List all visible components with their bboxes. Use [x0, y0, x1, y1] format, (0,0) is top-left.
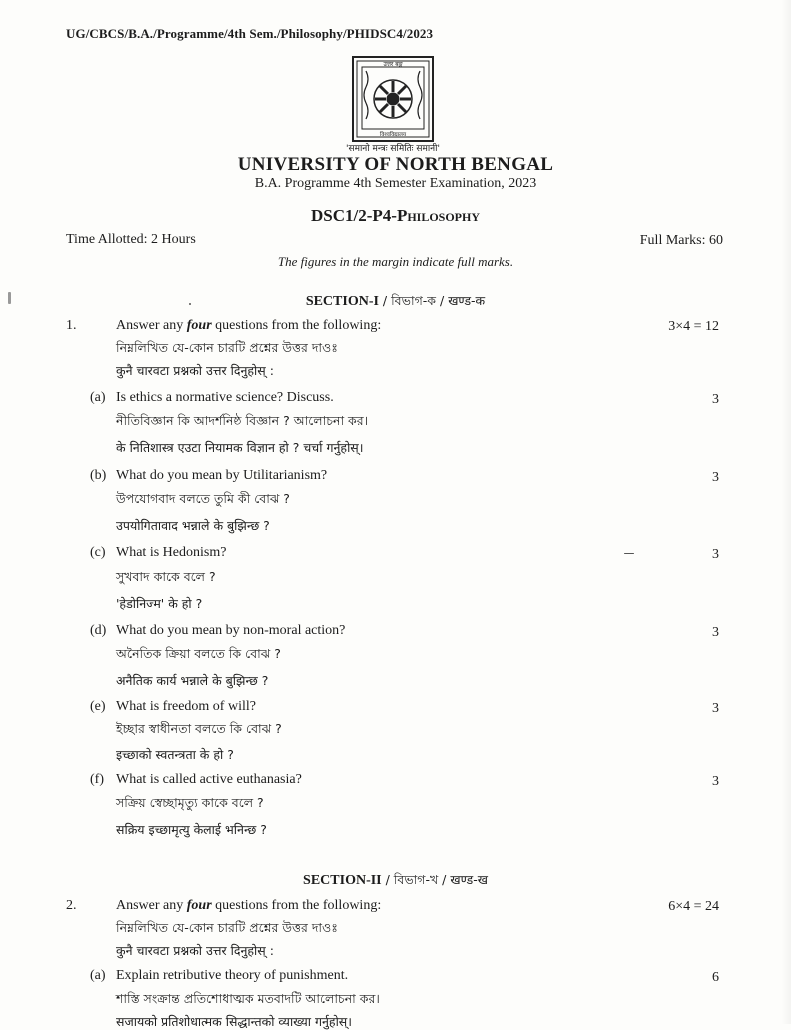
paper-code: DSC1/2-P4- [310, 206, 397, 225]
question-1d-label: (d) [90, 623, 107, 638]
question-1-instruction: Answer any four questions from the following: [116, 318, 382, 333]
university-name: UNIVERSITY OF NORTH BENGAL [237, 154, 554, 175]
question-1-number: 1. [66, 318, 77, 333]
margin-note: The figures in the margin indicate full marks. [277, 254, 514, 269]
question-1c-text-bn: সুখবাদ কাকে বলে ? [116, 569, 216, 584]
question-2a-text: Explain retributive theory of punishment. [116, 968, 349, 983]
full-marks: Full Marks: 60 [639, 233, 723, 248]
paper-code-header: UG/CBCS/B.A./Programme/4th Sem./Philosophy/PHIDSC4/2023 [66, 26, 434, 41]
question-1a-text-bn: নীতিবিজ্ঞান কি আদর্শনিষ্ঠ বিজ্ঞান ? আলোচনা কর। [116, 413, 369, 428]
question-1c-marks: 3 [712, 547, 719, 562]
question-1e-text-ne: इच्छाको स्वतन्त्रता के हो ? [116, 747, 234, 762]
question-2-marks: 6×4 = 24 [668, 899, 719, 914]
question-2a-label: (a) [90, 968, 106, 983]
question-2a-marks: 6 [712, 970, 719, 985]
question-1-marks: 3×4 = 12 [668, 319, 719, 334]
question-1f-text: What is called active euthanasia? [116, 772, 302, 787]
question-1d-text-ne: अनैतिक कार्य भन्नाले के बुझिन्छ ? [116, 673, 269, 688]
question-1c-text-ne: 'हेडोनिज्म' के हो ? [116, 596, 203, 611]
page-edge-shadow [781, 0, 791, 1024]
question-1b-label: (b) [90, 468, 107, 483]
question-2a-text-ne: सजायको प्रतिशोधात्मक सिद्धान्तको व्याख्या गर्नुहोस्। [116, 1014, 352, 1029]
question-1a-label: (a) [90, 390, 106, 405]
question-1b-text: What do you mean by Utilitarianism? [116, 468, 328, 483]
paper-subject: Philosophy [396, 206, 481, 225]
scan-speck [624, 553, 634, 554]
question-1c-label: (c) [90, 545, 106, 560]
question-1a-text: Is ethics a normative science? Discuss. [116, 390, 334, 405]
university-logo [352, 56, 434, 142]
question-1a-marks: 3 [712, 392, 719, 407]
question-1f-label: (f) [90, 772, 104, 787]
question-1-instruction-ne: कुनै चारवटा प्रश्नको उत्तर दिनुहोस् : [116, 363, 274, 378]
question-2-number: 2. [66, 898, 77, 913]
question-1f-text-ne: सक्रिय इच्छामृत्यु केलाई भनिन्छ ? [116, 822, 267, 837]
question-2-instruction-ne: कुनै चारवटा प्रश्नको उत्तर दिनुहोस् : [116, 943, 274, 958]
question-1b-text-ne: उपयोगितावाद भन्नाले के बुझिन्छ ? [116, 518, 270, 533]
time-allotted: Time Allotted: 2 Hours [66, 232, 196, 247]
scan-speck [8, 292, 11, 304]
question-1e-label: (e) [90, 699, 106, 714]
question-1e-text-bn: ইচ্ছার স্বাধীনতা বলতে কি বোঝ ? [116, 721, 282, 736]
question-2-instruction-bn: নিম্নলিখিত যে-কোন চারটি প্রশ্নের উত্তর দাওঃ [116, 920, 338, 935]
question-1d-text-bn: অনৈতিক ক্রিয়া বলতে কি বোঝ ? [116, 646, 281, 661]
question-1a-text-ne: के नितिशास्त्र एउटा नियामक विज्ञान हो ? चर्चा गर्नुहोस्। [116, 440, 364, 455]
logo-top-text: उत्तर बङ्ग [383, 61, 403, 68]
question-1b-text-bn: উপযোগবাদ বলতে তুমি কী বোঝ ? [116, 491, 290, 506]
paper-title [0, 206, 791, 226]
question-1f-text-bn: সক্রিয় স্বেচ্ছামৃত্যু কাকে বলে ? [116, 795, 264, 810]
question-1d-marks: 3 [712, 625, 719, 640]
logo-bottom-text: विश्वविद्यालय [379, 132, 407, 138]
question-1d-text: What do you mean by non-moral action? [116, 623, 346, 638]
section-1-heading: SECTION-I / বিভাগ-ক / खण्ड-क [305, 293, 486, 309]
university-motto: 'समानो मन्त्रः समितिः समानी' [346, 144, 440, 154]
question-1e-marks: 3 [712, 701, 719, 716]
question-1c-text: What is Hedonism? [116, 545, 227, 560]
question-1f-marks: 3 [712, 774, 719, 789]
question-1e-text: What is freedom of will? [116, 699, 256, 714]
question-1-instruction-bn: নিম্নলিখিত যে-কোন চারটি প্রশ্নের উত্তর দাওঃ [116, 340, 338, 355]
scan-speck [189, 303, 191, 305]
question-2-instruction: Answer any four questions from the following: [116, 898, 382, 913]
question-2a-text-bn: শাস্তি সংক্রান্ত প্রতিশোধাত্মক মতবাদটি আলোচনা কর। [116, 991, 380, 1006]
question-1b-marks: 3 [712, 470, 719, 485]
exam-title: B.A. Programme 4th Semester Examination, 2023 [254, 176, 537, 191]
section-2-heading: SECTION-II / বিভাগ-খ / खण्ड-ख [303, 872, 488, 888]
